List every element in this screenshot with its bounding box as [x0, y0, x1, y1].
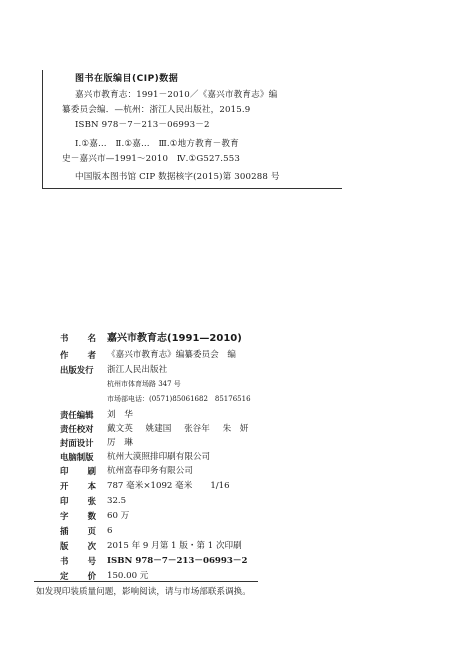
label-isbn: 书 号	[60, 556, 96, 566]
format-fold: 1/16	[210, 481, 230, 491]
label-author: 作 者	[60, 350, 96, 360]
label-format: 开 本	[60, 481, 96, 491]
price: 150.00 元	[107, 571, 149, 581]
label-cover-design: 封面设计	[60, 438, 94, 448]
label-edition: 版 次	[60, 541, 96, 551]
typesetting: 杭州大漠照排印刷有限公司	[107, 452, 211, 462]
cip-line: Ⅰ.①嘉… Ⅱ.①嘉… Ⅲ.①地方教育－教育	[75, 139, 239, 149]
publisher-address: 杭州市体育场路 347 号	[107, 380, 181, 388]
publisher-phone: 市场部电话：(0571)85061682 85176516	[107, 395, 251, 403]
label-word-count: 字 数	[60, 511, 96, 521]
proofreader: 戴文英	[107, 424, 133, 434]
publisher: 浙江人民出版社	[107, 365, 168, 375]
editor: 刘 华	[107, 410, 133, 420]
cip-line: ISBN 978－7－213－06993－2	[75, 120, 210, 130]
format	[107, 481, 230, 492]
cip-line: 纂委员会编．—杭州：浙江人民出版社，2015.9	[62, 105, 251, 115]
cip-line: 嘉兴市教育志：1991－2010／《嘉兴市教育志》编	[75, 90, 278, 100]
cip-line: 中国版本图书馆 CIP 数据核字(2015)第 300288 号	[75, 172, 280, 182]
word-count: 60 万	[107, 511, 130, 521]
label-typesetting: 电脑制版	[60, 452, 94, 462]
proofreader: 姚建国	[145, 424, 172, 434]
cip-left-rule	[42, 70, 43, 188]
label-editor: 责任编辑	[60, 410, 94, 420]
cip-line: 史－嘉兴市—1991～2010 Ⅳ.①G527.553	[62, 154, 240, 164]
cover-design: 厉 琳	[107, 438, 133, 448]
plates: 6	[107, 526, 113, 536]
quality-notice: 如发现印装质量问题，影响阅读，请与市场部联系调换。	[36, 587, 251, 597]
cip-bottom-rule	[42, 188, 342, 189]
label-printing: 印 刷	[60, 466, 96, 476]
proofreader: 朱 妍	[222, 424, 249, 434]
proofreader: 张谷年	[184, 424, 210, 434]
format-size: 787 毫米×1092 毫米	[107, 481, 193, 491]
sheets: 32.5	[107, 496, 127, 506]
isbn: ISBN 978－7－213－06993－2	[107, 556, 248, 566]
label-publisher: 出版发行	[60, 365, 94, 375]
cip-title: 图书在版编目(CIP)数据	[75, 74, 179, 84]
edition: 2015 年 9 月第 1 版・第 1 次印刷	[107, 541, 242, 551]
label-proofreaders: 责任校对	[60, 424, 94, 434]
label-book-name: 书 名	[60, 333, 96, 343]
printing: 杭州富春印务有限公司	[107, 466, 193, 476]
author: 《嘉兴市教育志》编纂委员会 编	[107, 350, 236, 360]
proofreaders	[107, 424, 248, 435]
label-sheets: 印 张	[60, 496, 96, 506]
notice-rule	[34, 581, 258, 582]
book-name: 嘉兴市教育志(1991—2010)	[107, 333, 242, 344]
label-plates: 插 页	[60, 526, 96, 536]
label-price: 定 价	[60, 571, 96, 581]
